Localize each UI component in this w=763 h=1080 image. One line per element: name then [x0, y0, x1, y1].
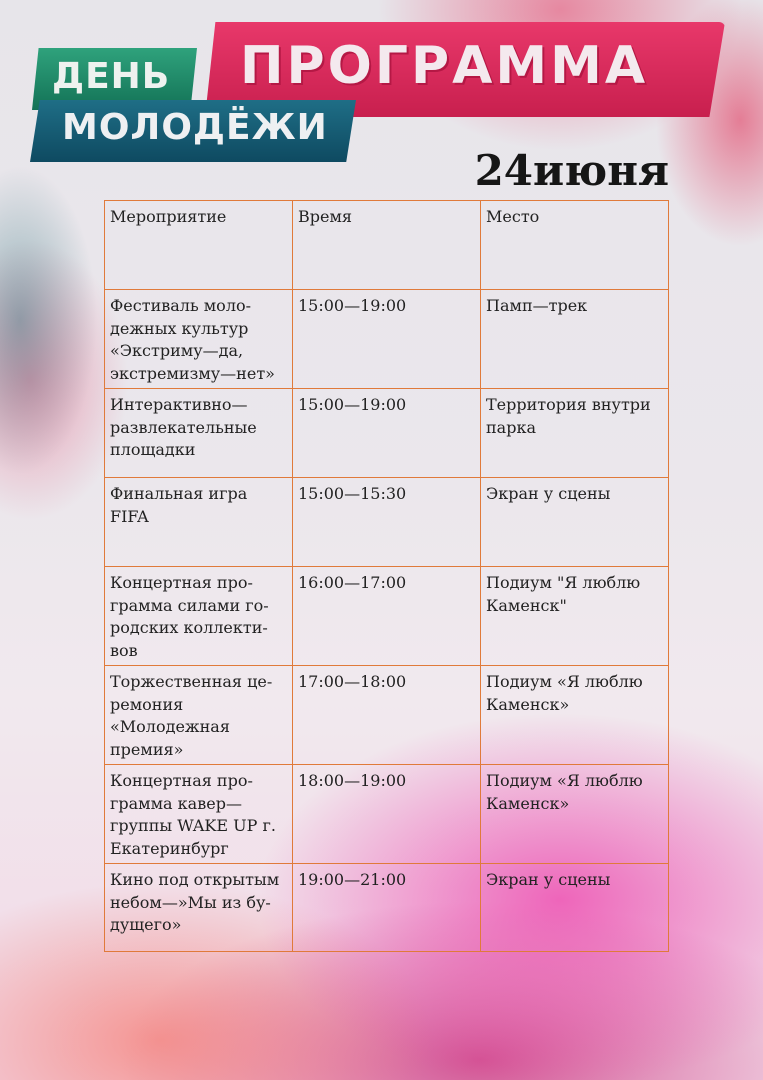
place-cell: Территория внутри парка — [481, 389, 669, 478]
schedule-table — [104, 200, 669, 952]
event-date: 24июня — [474, 146, 669, 195]
molodezhi-label: МОЛОДЁЖИ — [62, 107, 328, 148]
program-title: ПРОГРАММА — [240, 36, 649, 96]
time-cell: 16:00—17:00 — [293, 567, 481, 666]
table-row — [105, 389, 669, 478]
place-cell: Подиум "Я люблю Каменск" — [481, 567, 669, 666]
place-cell: Подиум «Я люблю Каменск» — [481, 666, 669, 765]
event-cell: Концертная про- грамма силами го- родских коллекти- вов — [105, 567, 293, 666]
event-cell: Фестиваль моло- дежных культур «Экстриму—да, экстремизму—нет» — [105, 290, 293, 389]
column-header-place: Место — [481, 201, 669, 290]
time-cell: 18:00—19:00 — [293, 765, 481, 864]
time-cell: 15:00—19:00 — [293, 290, 481, 389]
table-row — [105, 765, 669, 864]
event-cell: Концертная про- грамма кавер— группы WAKE UP г. Екатеринбург — [105, 765, 293, 864]
time-cell: 15:00—15:30 — [293, 478, 481, 567]
place-cell: Памп—трек — [481, 290, 669, 389]
place-cell: Экран у сцены — [481, 864, 669, 952]
time-cell: 19:00—21:00 — [293, 864, 481, 952]
event-cell: Финальная игра FIFA — [105, 478, 293, 567]
column-header-event: Мероприятие — [105, 201, 293, 290]
time-cell: 15:00—19:00 — [293, 389, 481, 478]
event-cell: Кино под открытым небом—»Мы из бу- дущего» — [105, 864, 293, 952]
column-header-time: Время — [293, 201, 481, 290]
den-label: ДЕНЬ — [52, 56, 171, 97]
table-header-row — [105, 201, 669, 290]
event-cell: Торжественная це- ремония «Молодежная премия» — [105, 666, 293, 765]
event-cell: Интерактивно— развлекательные площадки — [105, 389, 293, 478]
table-row — [105, 864, 669, 952]
table-row — [105, 290, 669, 389]
table-row — [105, 567, 669, 666]
table-row — [105, 666, 669, 765]
place-cell: Подиум «Я люблю Каменск» — [481, 765, 669, 864]
table-row — [105, 478, 669, 567]
time-cell: 17:00—18:00 — [293, 666, 481, 765]
place-cell: Экран у сцены — [481, 478, 669, 567]
